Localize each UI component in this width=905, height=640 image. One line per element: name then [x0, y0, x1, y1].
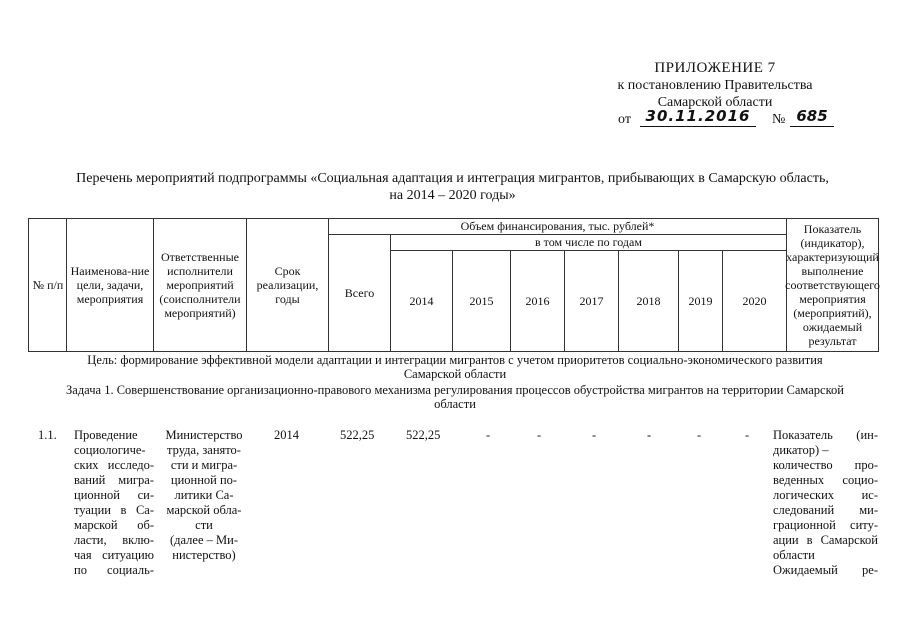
goal-line2: Самарской области: [403, 367, 507, 381]
header-year-2020: 2020: [742, 294, 767, 308]
line: Показатель (ин-: [773, 428, 878, 442]
line: литики Са-: [174, 488, 234, 502]
line: сти: [195, 518, 213, 532]
row-executors: [158, 428, 250, 563]
line: логических ис-: [773, 488, 878, 502]
document-title-line1: Перечень мероприятий подпрограммы «Социальная адаптация и интеграция мигрантов, прибывающих в Самарскую область,: [76, 171, 829, 186]
line: ации в Самарской: [773, 533, 878, 547]
header-indicator: Показатель (индикатор), характеризующий выполнение соответствующего мероприятия (мероприятий), ожидаемый результат: [785, 222, 880, 348]
line: области: [773, 548, 815, 562]
row-year-2015: -: [486, 428, 491, 442]
row-num: 1.1.: [38, 428, 57, 442]
line: дикатор) –: [773, 443, 829, 457]
line: Проведение: [74, 428, 138, 442]
header-year-2014: 2014: [409, 294, 434, 308]
row-term: 2014: [274, 428, 299, 442]
line: чая ситуацию: [74, 548, 154, 562]
header-num: № п/п: [32, 278, 64, 292]
table-header: [28, 218, 878, 352]
header-year-2018: 2018: [636, 294, 661, 308]
date-underline: [640, 126, 756, 127]
document-title-line2: на 2014 – 2020 годы»: [389, 188, 516, 203]
task-line1: Задача 1. Совершенствование организационно-правового механизма регулирования процессов обустройства мигрантов на территории Самарской: [66, 383, 844, 397]
line: нистерство): [172, 548, 236, 562]
line: марской обла-: [166, 503, 242, 517]
col-border: [66, 218, 67, 352]
row-name: [74, 428, 154, 578]
appendix-line3: Самарской области: [657, 95, 773, 110]
line: ционной си-: [74, 488, 154, 502]
line: сти и мигра-: [170, 458, 238, 472]
header-term: Срок реализации, годы: [256, 264, 319, 306]
line: труда, занято-: [167, 443, 241, 457]
line: (далее – Ми-: [170, 533, 238, 547]
line: социологиче-: [74, 443, 146, 457]
appendix-line2: к постановлению Правительства: [617, 78, 813, 93]
line: Министерство: [165, 428, 243, 442]
line: ваний мигра-: [74, 473, 154, 487]
line: количество про-: [773, 458, 878, 472]
header-year-2019: 2019: [688, 294, 713, 308]
goal-text: [30, 353, 880, 381]
number-underline: [790, 126, 834, 127]
line: туации в Са-: [74, 503, 154, 517]
header-by-years: в том числе по годам: [535, 235, 642, 249]
line: марской об-: [74, 518, 154, 532]
row-year-2020: -: [745, 428, 750, 442]
row-total: 522,25: [340, 428, 375, 442]
appendix-title: ПРИЛОЖЕНИЕ 7: [654, 60, 776, 76]
goal-line1: Цель: формирование эффективной модели адаптации и интеграции мигрантов с учетом приоритетов социально-экономического развития: [87, 353, 823, 367]
col-border: [28, 218, 29, 352]
header-executors: Ответственные исполнители мероприятий (соисполнители мероприятий): [159, 250, 241, 320]
line: следований ми-: [773, 503, 878, 517]
row-year-2018: -: [647, 428, 652, 442]
date-line: [560, 107, 870, 129]
header-name: Наименова-ние цели, задачи, мероприятия: [70, 264, 150, 306]
task-line2: области: [434, 397, 476, 411]
handwritten-number: 685: [796, 107, 828, 125]
appendix-block: [560, 60, 870, 129]
col-border: [153, 218, 154, 352]
document-title: [20, 170, 885, 204]
line: ских исследо-: [74, 458, 154, 472]
line: по социаль-: [74, 563, 154, 577]
line: веденных социо-: [773, 473, 878, 487]
header-year-2017: 2017: [579, 294, 604, 308]
col-border: [246, 218, 247, 352]
line: ционной по-: [170, 473, 238, 487]
line: Ожидаемый ре-: [773, 563, 878, 577]
row-indicator: [773, 428, 878, 578]
handwritten-date: 30.11.2016: [645, 107, 751, 125]
line: грационной ситу-: [773, 518, 878, 532]
line: ласти, вклю-: [74, 533, 154, 547]
row-year-2014: 522,25: [406, 428, 441, 442]
header-year-2015: 2015: [469, 294, 494, 308]
header-total: Всего: [344, 286, 375, 300]
header-year-2016: 2016: [525, 294, 550, 308]
date-prefix: от: [618, 112, 631, 127]
row-year-2017: -: [592, 428, 597, 442]
row-year-2016: -: [537, 428, 542, 442]
task-text: [30, 383, 880, 411]
header-funding: Объем финансирования, тыс. рублей*: [460, 219, 655, 233]
row-year-2019: -: [697, 428, 702, 442]
number-prefix: №: [772, 112, 786, 127]
